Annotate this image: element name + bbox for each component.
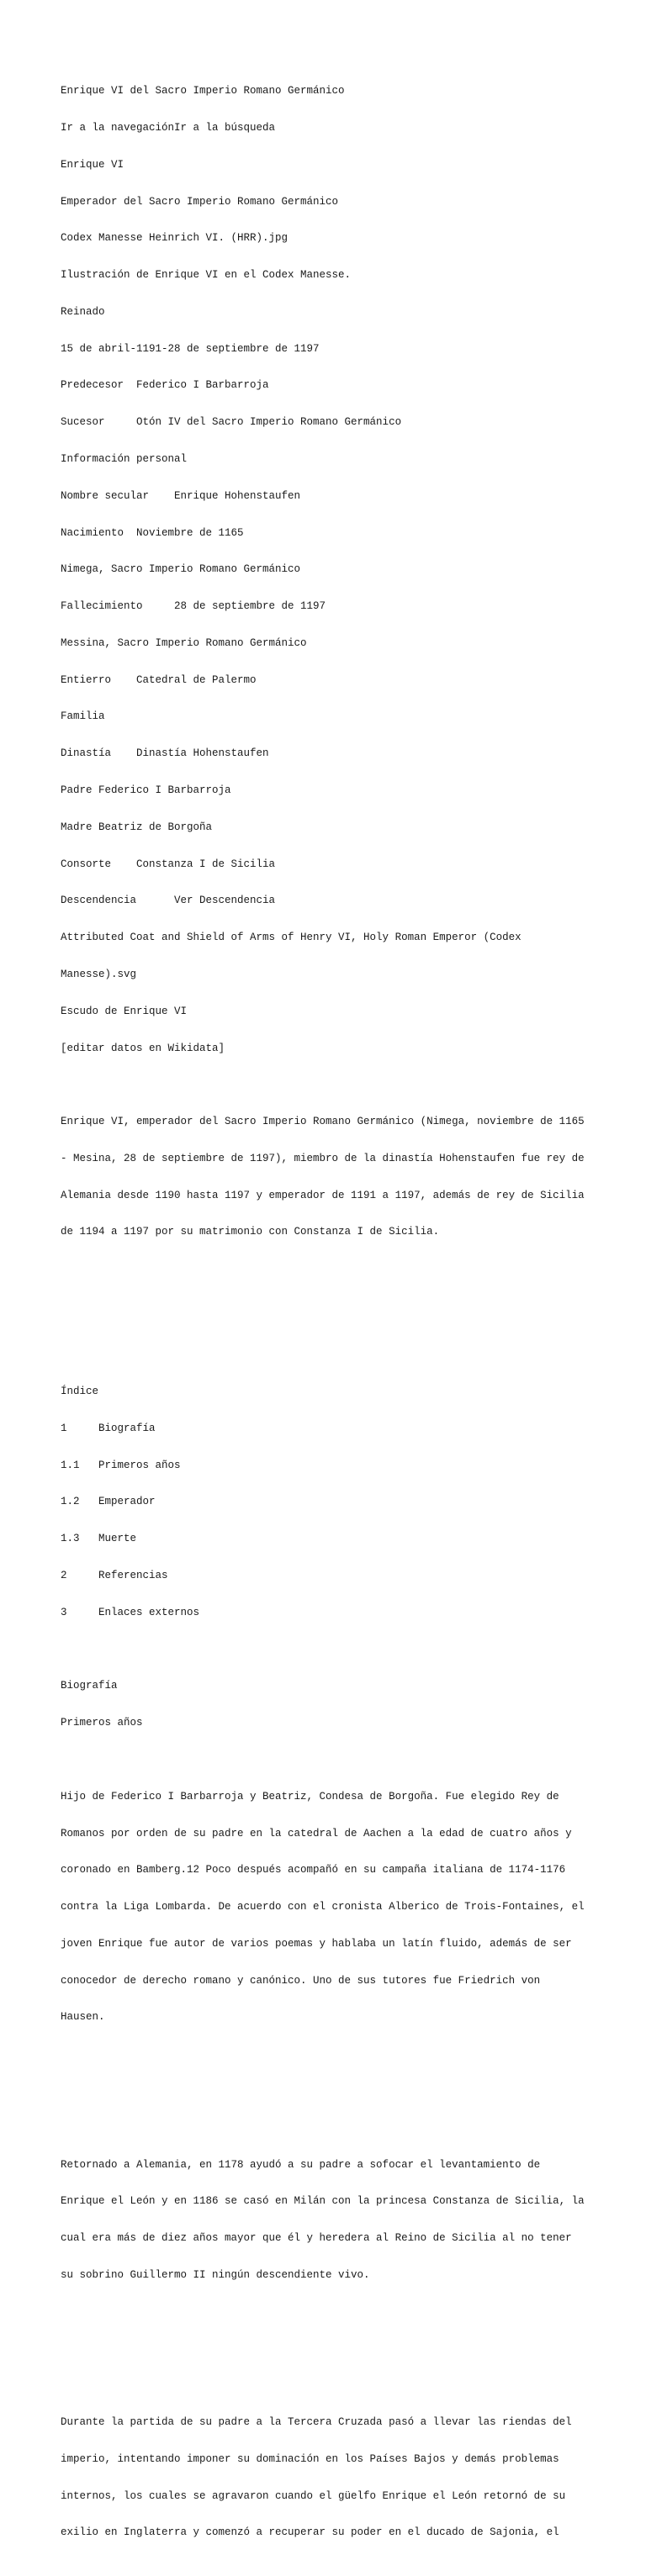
toc-item[interactable]: 2 Referencias xyxy=(61,1570,168,1582)
infobox-birth: Nacimiento Noviembre de 1165 xyxy=(61,526,244,539)
paragraph-line: Retornado a Alemania, en 1178 ayudó a su padre a sofocar el levantamiento de xyxy=(61,2158,541,2171)
spacer xyxy=(61,1300,599,1324)
infobox-successor: Sucesor Otón IV del Sacro Imperio Romano Germánico xyxy=(61,416,402,429)
paragraph-line: coronado en Bamberg.12 Poco después acompañó en su campaña italiana de 1174-1176 xyxy=(61,1864,566,1877)
infobox-role: Emperador del Sacro Imperio Romano Germánico xyxy=(61,195,339,208)
paragraph-line: cual era más de diez años mayor que él y heredera al Reino de Sicilia al no tener xyxy=(61,2232,572,2245)
infobox-father: Padre Federico I Barbarroja xyxy=(61,784,231,797)
infobox-dynasty: Dinastía Dinastía Hohenstaufen xyxy=(61,747,269,760)
spacer xyxy=(61,2085,599,2098)
toc-item[interactable]: 3 Enlaces externos xyxy=(61,1606,200,1618)
infobox-family-heading: Familia xyxy=(61,710,105,723)
infobox-coat-file: Attributed Coat and Shield of Arms of Henry VI, Holy Roman Emperor (Codex xyxy=(61,932,522,944)
infobox-secular-name: Nombre secular Enrique Hohenstaufen xyxy=(61,489,301,502)
infobox-birth-place: Nimega, Sacro Imperio Romano Germánico xyxy=(61,563,301,576)
infobox-burial: Entierro Catedral de Palermo xyxy=(61,673,257,686)
paragraph-line: exilio en Inglaterra y comenzó a recuperar su poder en el ducado de Sajonia, el xyxy=(61,2526,559,2539)
infobox-reign-heading: Reinado xyxy=(61,305,105,318)
article-title: Enrique VI del Sacro Imperio Romano Germánico xyxy=(61,85,345,98)
infobox-death-place: Messina, Sacro Imperio Romano Germánico xyxy=(61,636,307,649)
paragraph-line: Durante la partida de su padre a la Tercera Cruzada pasó a llevar las riendas del xyxy=(61,2416,572,2428)
toc-heading: Índice xyxy=(61,1386,99,1398)
intro-line: de 1194 a 1197 por su matrimonio con Constanza I de Sicilia. xyxy=(61,1226,440,1238)
infobox-descendants: Descendencia Ver Descendencia xyxy=(61,895,276,907)
paragraph-line: contra la Liga Lombarda. De acuerdo con el cronista Alberico de Trois-Fontaines, el xyxy=(61,1901,585,1914)
infobox-personal-heading: Información personal xyxy=(61,453,188,465)
table-of-contents xyxy=(61,1361,599,1644)
document-page xyxy=(61,61,599,2576)
paragraph-line: Hausen. xyxy=(61,2011,105,2024)
infobox-reign-dates: 15 de abril-1191-28 de septiembre de 1197 xyxy=(61,342,320,355)
section-heading-biografia: Biografía xyxy=(61,1680,118,1692)
paragraph-line: Romanos por orden de su padre en la catedral de Aachen a la edad de cuatro años y xyxy=(61,1827,572,1840)
toc-item[interactable]: 1 Biografía xyxy=(61,1422,156,1434)
infobox-coat-file-cont: Manesse).svg xyxy=(61,968,137,980)
intro-line: - Mesina, 28 de septiembre de 1197), miembro de la dinastía Hohenstaufen fue rey de xyxy=(61,1152,585,1164)
paragraph-2 xyxy=(61,2134,599,2305)
infobox-coat-caption: Escudo de Enrique VI xyxy=(61,1005,188,1017)
toc-item[interactable]: 1.3 Muerte xyxy=(61,1533,137,1545)
toc-item[interactable]: 1.2 Emperador xyxy=(61,1496,156,1508)
infobox-consort: Consorte Constanza I de Sicilia xyxy=(61,858,276,870)
infobox-caption: Ilustración de Enrique VI en el Codex Manesse. xyxy=(61,269,352,282)
intro-paragraph xyxy=(61,1091,599,1263)
wikidata-edit-link[interactable]: [editar datos en Wikidata] xyxy=(61,1042,225,1054)
spacer xyxy=(61,2342,599,2355)
paragraph-line: su sobrino Guillermo II ningún descendiente vivo. xyxy=(61,2268,370,2281)
paragraph-line: conocedor de derecho romano y canónico. Uno de sus tutores fue Friedrich von xyxy=(61,1974,541,1987)
paragraph-3 xyxy=(61,2392,599,2563)
paragraph-line: Enrique el León y en 1186 se casó en Milán con la princesa Constanza de Sicilia, la xyxy=(61,2195,585,2208)
infobox-predecessor: Predecesor Federico I Barbarroja xyxy=(61,379,269,392)
paragraph-line: Hijo de Federico I Barbarroja y Beatriz, Condesa de Borgoña. Fue elegido Rey de xyxy=(61,1790,559,1803)
paragraph-1 xyxy=(61,1766,599,2049)
infobox-name: Enrique VI xyxy=(61,158,124,171)
paragraph-line: imperio, intentando imponer su dominación en los Países Bajos y demás problemas xyxy=(61,2452,559,2465)
infobox-mother: Madre Beatriz de Borgoña xyxy=(61,821,213,833)
subsection-heading-primeros-anos: Primeros años xyxy=(61,1717,143,1729)
paragraph-line: joven Enrique fue autor de varios poemas y hablaba un latín fluido, además de ser xyxy=(61,1937,572,1950)
intro-line: Enrique VI, emperador del Sacro Imperio Romano Germánico (Nimega, noviembre de 1165 xyxy=(61,1116,585,1128)
infobox-death: Fallecimiento 28 de septiembre de 1197 xyxy=(61,600,326,613)
infobox-image-file: Codex Manesse Heinrich VI. (HRR).jpg xyxy=(61,232,289,245)
paragraph-line: internos, los cuales se agravaron cuando el güelfo Enrique el León retornó de su xyxy=(61,2489,566,2502)
toc-item[interactable]: 1.1 Primeros años xyxy=(61,1459,181,1471)
intro-line: Alemania desde 1190 hasta 1197 y emperador de 1191 a 1197, además de rey de Sicilia xyxy=(61,1189,585,1201)
skip-navigation-links[interactable]: Ir a la navegaciónIr a la búsqueda xyxy=(61,121,276,134)
